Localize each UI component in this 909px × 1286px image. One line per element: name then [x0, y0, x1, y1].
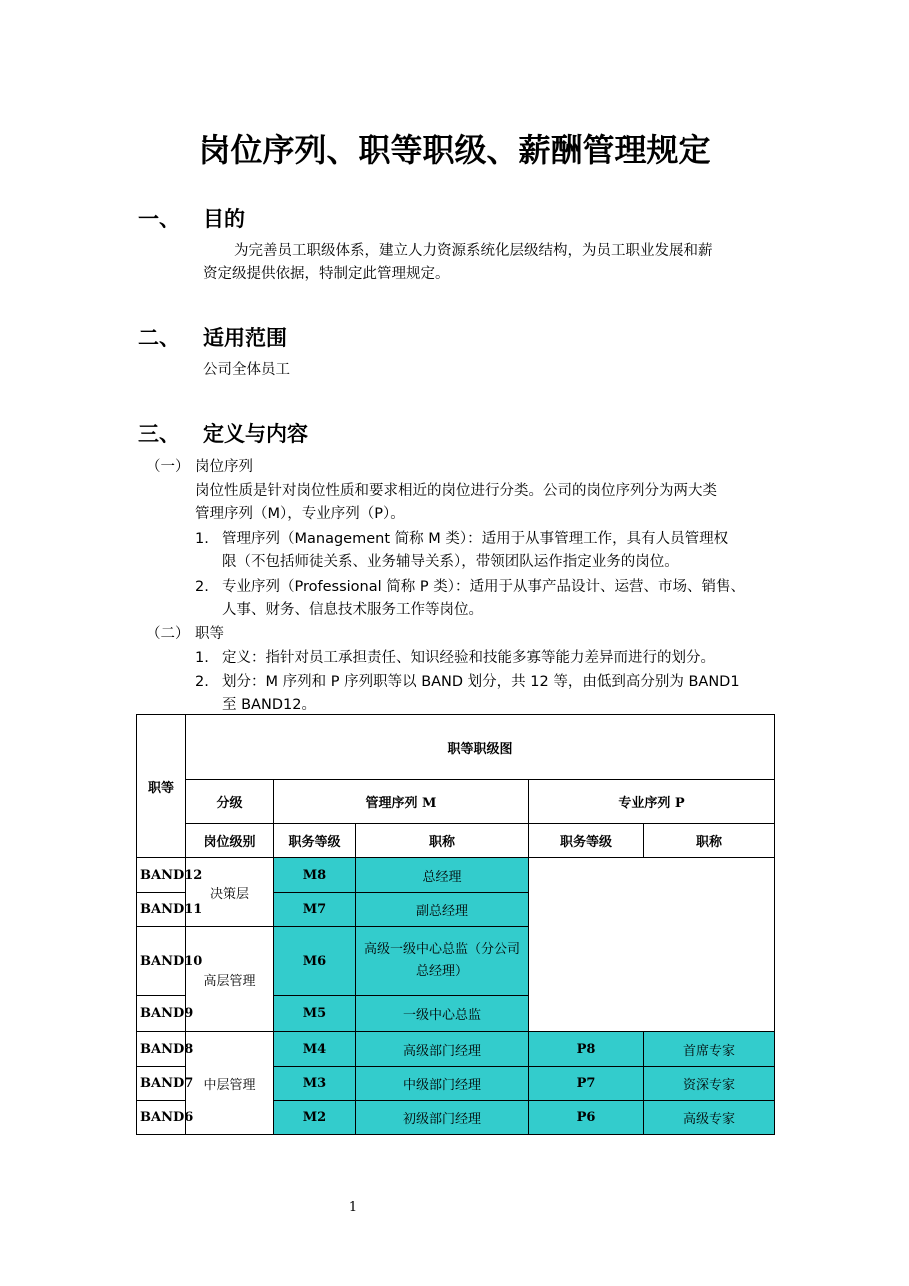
band-cell: BAND7	[137, 1067, 186, 1101]
subsection-title-grade: 职等	[195, 626, 224, 642]
list-number: 1.	[195, 531, 209, 547]
band-cell: BAND9	[137, 996, 186, 1032]
purpose-line-1: 为完善员工职级体系，建立人力资源系统化层级结构，为员工职业发展和薪	[234, 243, 713, 259]
job-sequence-intro-1: 岗位性质是针对岗位性质和要求相近的岗位进行分类。公司的岗位序列分为两大类	[195, 483, 717, 499]
m-title-cell: 总经理	[356, 858, 529, 893]
band-cell: BAND8	[137, 1032, 186, 1067]
m-rank-cell: M2	[274, 1101, 356, 1135]
band-cell: BAND12	[137, 858, 186, 893]
list-number: 2.	[195, 579, 209, 595]
p-title-cell: 首席专家	[644, 1032, 775, 1067]
level-cell: 决策层	[186, 858, 274, 927]
list-number: 2.	[195, 674, 209, 690]
m-rank-cell: M5	[274, 996, 356, 1032]
band-cell: BAND10	[137, 927, 186, 996]
m-title-cell: 副总经理	[356, 893, 529, 927]
section-number-2: 二、	[138, 326, 180, 350]
p-rank-header: 职务等级	[529, 824, 644, 858]
m-rank-cell: M8	[274, 858, 356, 893]
level-header: 分级	[186, 780, 274, 824]
empty-p-area	[529, 858, 775, 1032]
subsection-number-1: （一）	[146, 459, 190, 475]
professional-sequence-header: 专业序列 P	[529, 780, 775, 824]
management-sequence-header: 管理序列 M	[274, 780, 529, 824]
table-row	[137, 858, 775, 893]
management-sequence-line-1: 管理序列（Management 简称 M 类）：适用于从事管理工作，具有人员管理权	[222, 531, 729, 547]
p-title-cell: 资深专家	[644, 1067, 775, 1101]
subsection-title-job-sequence: 岗位序列	[195, 459, 253, 475]
scope-text: 公司全体员工	[203, 362, 290, 378]
table-row	[137, 1032, 775, 1067]
p-title-cell: 高级专家	[644, 1101, 775, 1135]
p-title-header: 职称	[644, 824, 775, 858]
management-sequence-line-2: 限（不包括师徒关系、业务辅导关系），带领团队运作指定业务的岗位。	[222, 554, 679, 570]
grade-definition-line: 定义：指针对员工承担责任、知识经验和技能多寡等能力差异而进行的划分。	[222, 650, 715, 666]
professional-sequence-line-2: 人事、财务、信息技术服务工作等岗位。	[222, 602, 483, 618]
section-title-definitions: 定义与内容	[203, 422, 308, 446]
position-level-header: 岗位级别	[186, 824, 274, 858]
grade-division-line-1: 划分：M 序列和 P 序列职等以 BAND 划分，共 12 等，由低到高分别为 BAND1	[222, 674, 740, 690]
band-cell: BAND11	[137, 893, 186, 927]
professional-sequence-line-1: 专业序列（Professional 简称 P 类）：适用于从事产品设计、运营、市场、销售、	[222, 579, 745, 595]
list-number: 1.	[195, 650, 209, 666]
p-rank-cell: P7	[529, 1067, 644, 1101]
m-rank-cell: M6	[274, 927, 356, 996]
m-rank-cell: M3	[274, 1067, 356, 1101]
m-title-cell: 初级部门经理	[356, 1101, 529, 1135]
m-title-header: 职称	[356, 824, 529, 858]
m-title-cell: 一级中心总监	[356, 996, 529, 1032]
section-title-scope: 适用范围	[203, 326, 287, 350]
subsection-number-2: （二）	[146, 626, 190, 642]
section-title-purpose: 目的	[203, 207, 245, 231]
level-cell: 中层管理	[186, 1032, 274, 1135]
document-title: 岗位序列、职等职级、薪酬管理规定	[198, 131, 711, 169]
purpose-line-2: 资定级提供依据，特制定此管理规定。	[203, 266, 450, 282]
m-rank-cell: M7	[274, 893, 356, 927]
grade-level-table	[136, 714, 775, 1135]
band-cell: BAND6	[137, 1101, 186, 1135]
p-rank-cell: P6	[529, 1101, 644, 1135]
section-number-3: 三、	[138, 422, 180, 446]
section-number-1: 一、	[138, 207, 180, 231]
job-sequence-intro-2: 管理序列（M），专业序列（P）。	[195, 506, 405, 522]
page-number: 1	[348, 1200, 358, 1215]
grade-division-line-2: 至 BAND12。	[222, 697, 316, 713]
grade-column-header: 职等	[137, 715, 186, 858]
level-cell: 高层管理	[186, 927, 274, 1032]
m-title-cell: 中级部门经理	[356, 1067, 529, 1101]
m-title-cell: 高级一级中心总监（分公司总经理）	[356, 927, 529, 996]
m-rank-header: 职务等级	[274, 824, 356, 858]
m-rank-cell: M4	[274, 1032, 356, 1067]
m-title-cell: 高级部门经理	[356, 1032, 529, 1067]
p-rank-cell: P8	[529, 1032, 644, 1067]
table-chart-title: 职等职级图	[186, 715, 775, 780]
